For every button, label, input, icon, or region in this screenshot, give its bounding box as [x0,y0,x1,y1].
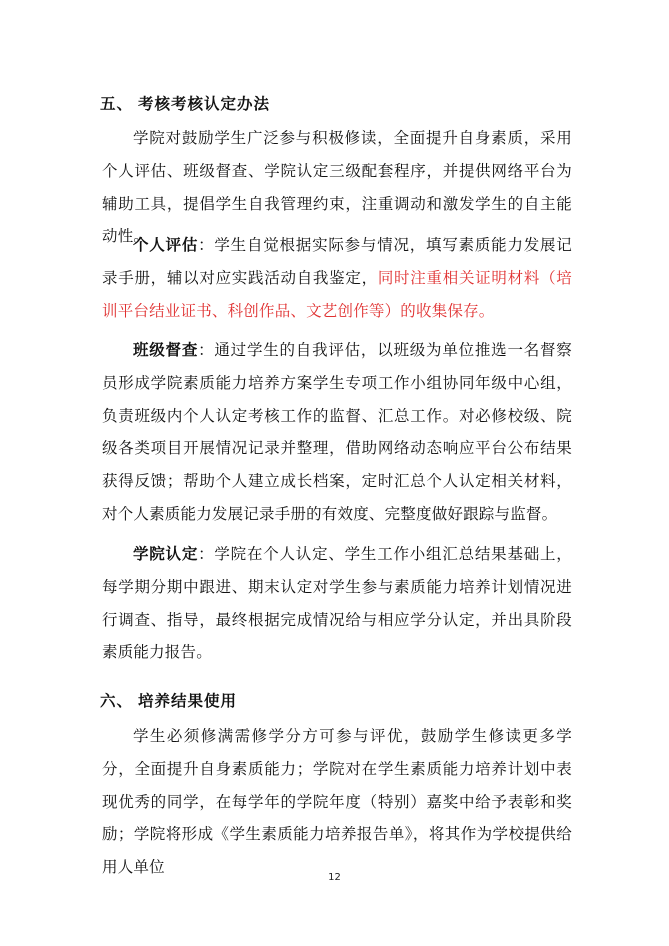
class-supervision-text: ：通过学生的自我评估，以班级为单位推选一名督察员形成学院素质能力培养方案学生专项工作小组协同年级中心组，负责班级内个人认定考核工作的监督、汇总工作。对必修校级、院级各类项目开展情况记录并整理，借助网络动态响应平台公布结果获得反馈；帮助个人建立成长档案，定时汇总个人认定相关材料，对个人素质能力发展记录手册的有效度、完整度做好跟踪与监督。 [102,341,572,523]
section-6-number: 六、 [100,691,134,710]
college-certification-lead: 学院认定 [133,544,199,563]
section-5-heading [100,92,270,114]
college-certification-paragraph [102,538,572,669]
section-5-number: 五、 [100,94,134,113]
personal-assessment-highlight: 同时注重相关证明材料（培训平台结业证书、科创作品、文艺创作等）的收集保存。 [102,268,572,320]
section-5-intro: 学院对鼓励学生广泛参与积极修读，全面提升自身素质，采用个人评估、班级督查、学院认定三级配套程序，并提供网络平台为辅助工具，提倡学生自我管理约束，注重调动和激发学生的自主能动性。 [102,129,572,246]
class-supervision-paragraph [102,334,572,531]
section-6-paragraph: 学生必须修满需修学分方可参与评优，鼓励学生修读更多学分，全面提升自身素质能力；学院对在学生素质能力培养计划中表现优秀的同学，在每学年的学院年度（特别）嘉奖中给予表彰和奖励；学院将形成《学生素质能力培养报告单》，将其作为学校提供给用人单位 [102,727,572,877]
section-6-heading [100,689,237,711]
class-supervision-lead: 班级督查 [133,340,199,359]
personal-assessment-text: ：学生自觉根据实际参与情况，填写素质能力发展记录手册，辅以对应实践活动自我鉴定， [102,236,572,287]
page-number: 12 [328,872,341,883]
section-5-title: 考核考核认定办法 [138,94,271,113]
personal-assessment-lead: 个人评估 [133,235,199,254]
personal-assessment-paragraph [102,229,572,327]
section-6-title: 培养结果使用 [138,691,238,710]
college-certification-text: ：学院在个人认定、学生工作小组汇总结果基础上，每学期分期中跟进、期末认定对学生参与素质能力培养计划情况进行调查、指导，最终根据完成情况给与相应学分认定，并出具阶段素质能力报告。 [102,545,572,662]
